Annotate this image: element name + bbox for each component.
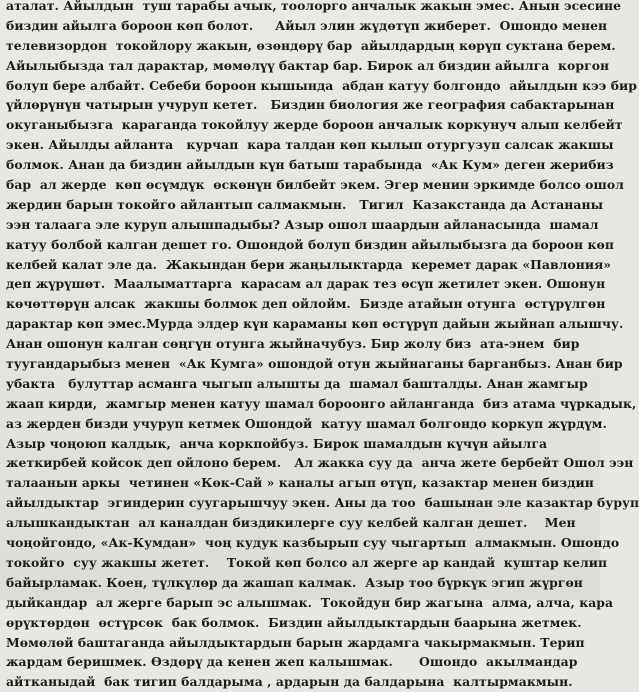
- text-line: алышкандыктан ал каналдан биздикилерге суу келбей калган дешет. Мен: [6, 515, 576, 531]
- text-line: дыйкандар ал жерге барып эс алышмак. Токойдун бир жагына алма, алча, кара: [6, 594, 614, 610]
- text-line: дарактар көп эмес.Мурда элдер күн караманы көп өстүрүп дайын жыйнап алышчу.: [6, 316, 624, 332]
- text-line: бар ал жерде көп өсүмдүк өскөнүн билбейт экем. Эгер менин эркимде болсо ошол: [6, 177, 624, 193]
- text-line: талаанын аркы четинен «Көк-Сай » каналы агып өтүп, казактар менен биздин: [6, 475, 594, 491]
- text-line: экен. Айылды айланта курчап кара талдан көп кылып отургузуп салсак жакшы: [6, 137, 614, 153]
- text-line: болмок. Анан да биздин айылдын күн батыш тарабында «Ак Кум» деген жерибиз: [6, 157, 614, 173]
- text-line: биздин айылга бороон көп болот. Айыл элин жүдөтүп жиберет. Ошондо менен: [6, 17, 608, 33]
- text-line: аз жерден бизди учуруп кетмек Ошондой катуу шамал болгондо коркуп жүрдүм.: [6, 415, 607, 431]
- text-line: келбей калат эле да. Жакындан бери жаңылыктарда керемет дарак «Павлония»: [6, 256, 612, 272]
- text-line: өрүктөрдөн өстүрсөк бак болмок. Биздин айылдыктардын баарына жетмек.: [6, 614, 582, 630]
- text-line: телевизордон токойлору жакын, өзөндөрү бар айылдардың көрүп суктана берем.: [6, 37, 616, 53]
- text-line: Айылыбызда тал дарактар, мөмөлүү бактар бар. Бирок ал биздин айылга коргон: [6, 57, 610, 73]
- text-line: чоңойгондо, «Ак-Кумдан» чоң кудук казбырып суу чыгартып алмакмын. Ошондо: [6, 535, 620, 551]
- text-line: ээн талаага эле куруп алышпадыбы? Азыр ошол шаардын айланасында шамал: [6, 216, 599, 232]
- text-line: айтканыдай бак тигип балдарыма , ардарын да балдарына калтырмакмын.: [6, 674, 573, 690]
- text-line: Анан ошонун калган сөңгүн отунга жыйначубуз. Бир жолу биз ата-энем бир: [6, 336, 580, 352]
- text-line: айылдыктар эгиндерин суугарышчуу экен. Аны да тоо башынан эле казактар буруп: [6, 495, 639, 511]
- text-line: туугандарыбыз менен «Ак Кумга» ошондой отун жыйнаганы барганбыз. Анан бир: [6, 356, 623, 372]
- text-line: аталат. Айылдын туш тарабы ачык, тоолорго анчалык жакын эмес. Анын эсесине: [6, 0, 622, 13]
- text-line: жеткирбей койсок деп ойлоно берем. Ал жакка суу да анча жете бербейт Ошол ээн: [6, 455, 634, 471]
- text-line: окуганыбызга караганда токойлуу жерде бороон анчалык коркунуч алып келбейт: [6, 117, 623, 133]
- text-line: токойго суу жакшы жетет. Токой көп болсо ал жерге ар кандай куштар келип: [6, 554, 608, 570]
- text-line: үйлөрүнүн чатырын учуруп кетет. Биздин биология же география сабактарынан: [6, 97, 615, 113]
- text-line: катуу болбой калган дешет го. Ошондой болуп биздин айылыбызга да бороон көп: [6, 236, 614, 252]
- text-line: байырламак. Коен, түлкүлөр да жашап калмак. Азыр тоо бүркүк эгип жүргөн: [6, 574, 583, 590]
- text-line: болуп бере албайт. Себеби бороон кышында абдан катуу болгондо айылдын кээ бир: [6, 77, 637, 93]
- text-line: көчөттөрүн алсак жакшы болмок деп ойлойм. Бизде атайын отунга өстүрүлгөн: [6, 296, 606, 312]
- text-line: Мөмөлөй баштаганда айылдыктардын барын жардамга чакырмакмын. Терип: [6, 634, 585, 650]
- essay-text: [6, 0, 639, 692]
- text-line: жаап кирди, жамгыр менен катуу шамал бороонго айланганда биз атама чүркадык,: [6, 395, 637, 411]
- text-line: жердин барын токойго айлантып салмакмын. Тигил Казакстанда да Астананы: [6, 196, 604, 212]
- text-line: Азыр чоңоюп калдык, анча коркпойбуз. Бирок шамалдын күчүн айылга: [6, 435, 548, 451]
- text-line: убакта булуттар асманга чыгып алышты да шамал башталды. Анан жамгыр: [6, 375, 588, 391]
- text-line: деп жүрүшөт. Маалыматтарга карасам ал дарак тез өсүп жетилет экен. Ошонун: [6, 276, 606, 292]
- text-line: жардам беришмек. Өздөрү да кенен жеп калышмак. Ошондо акылмандар: [6, 654, 578, 670]
